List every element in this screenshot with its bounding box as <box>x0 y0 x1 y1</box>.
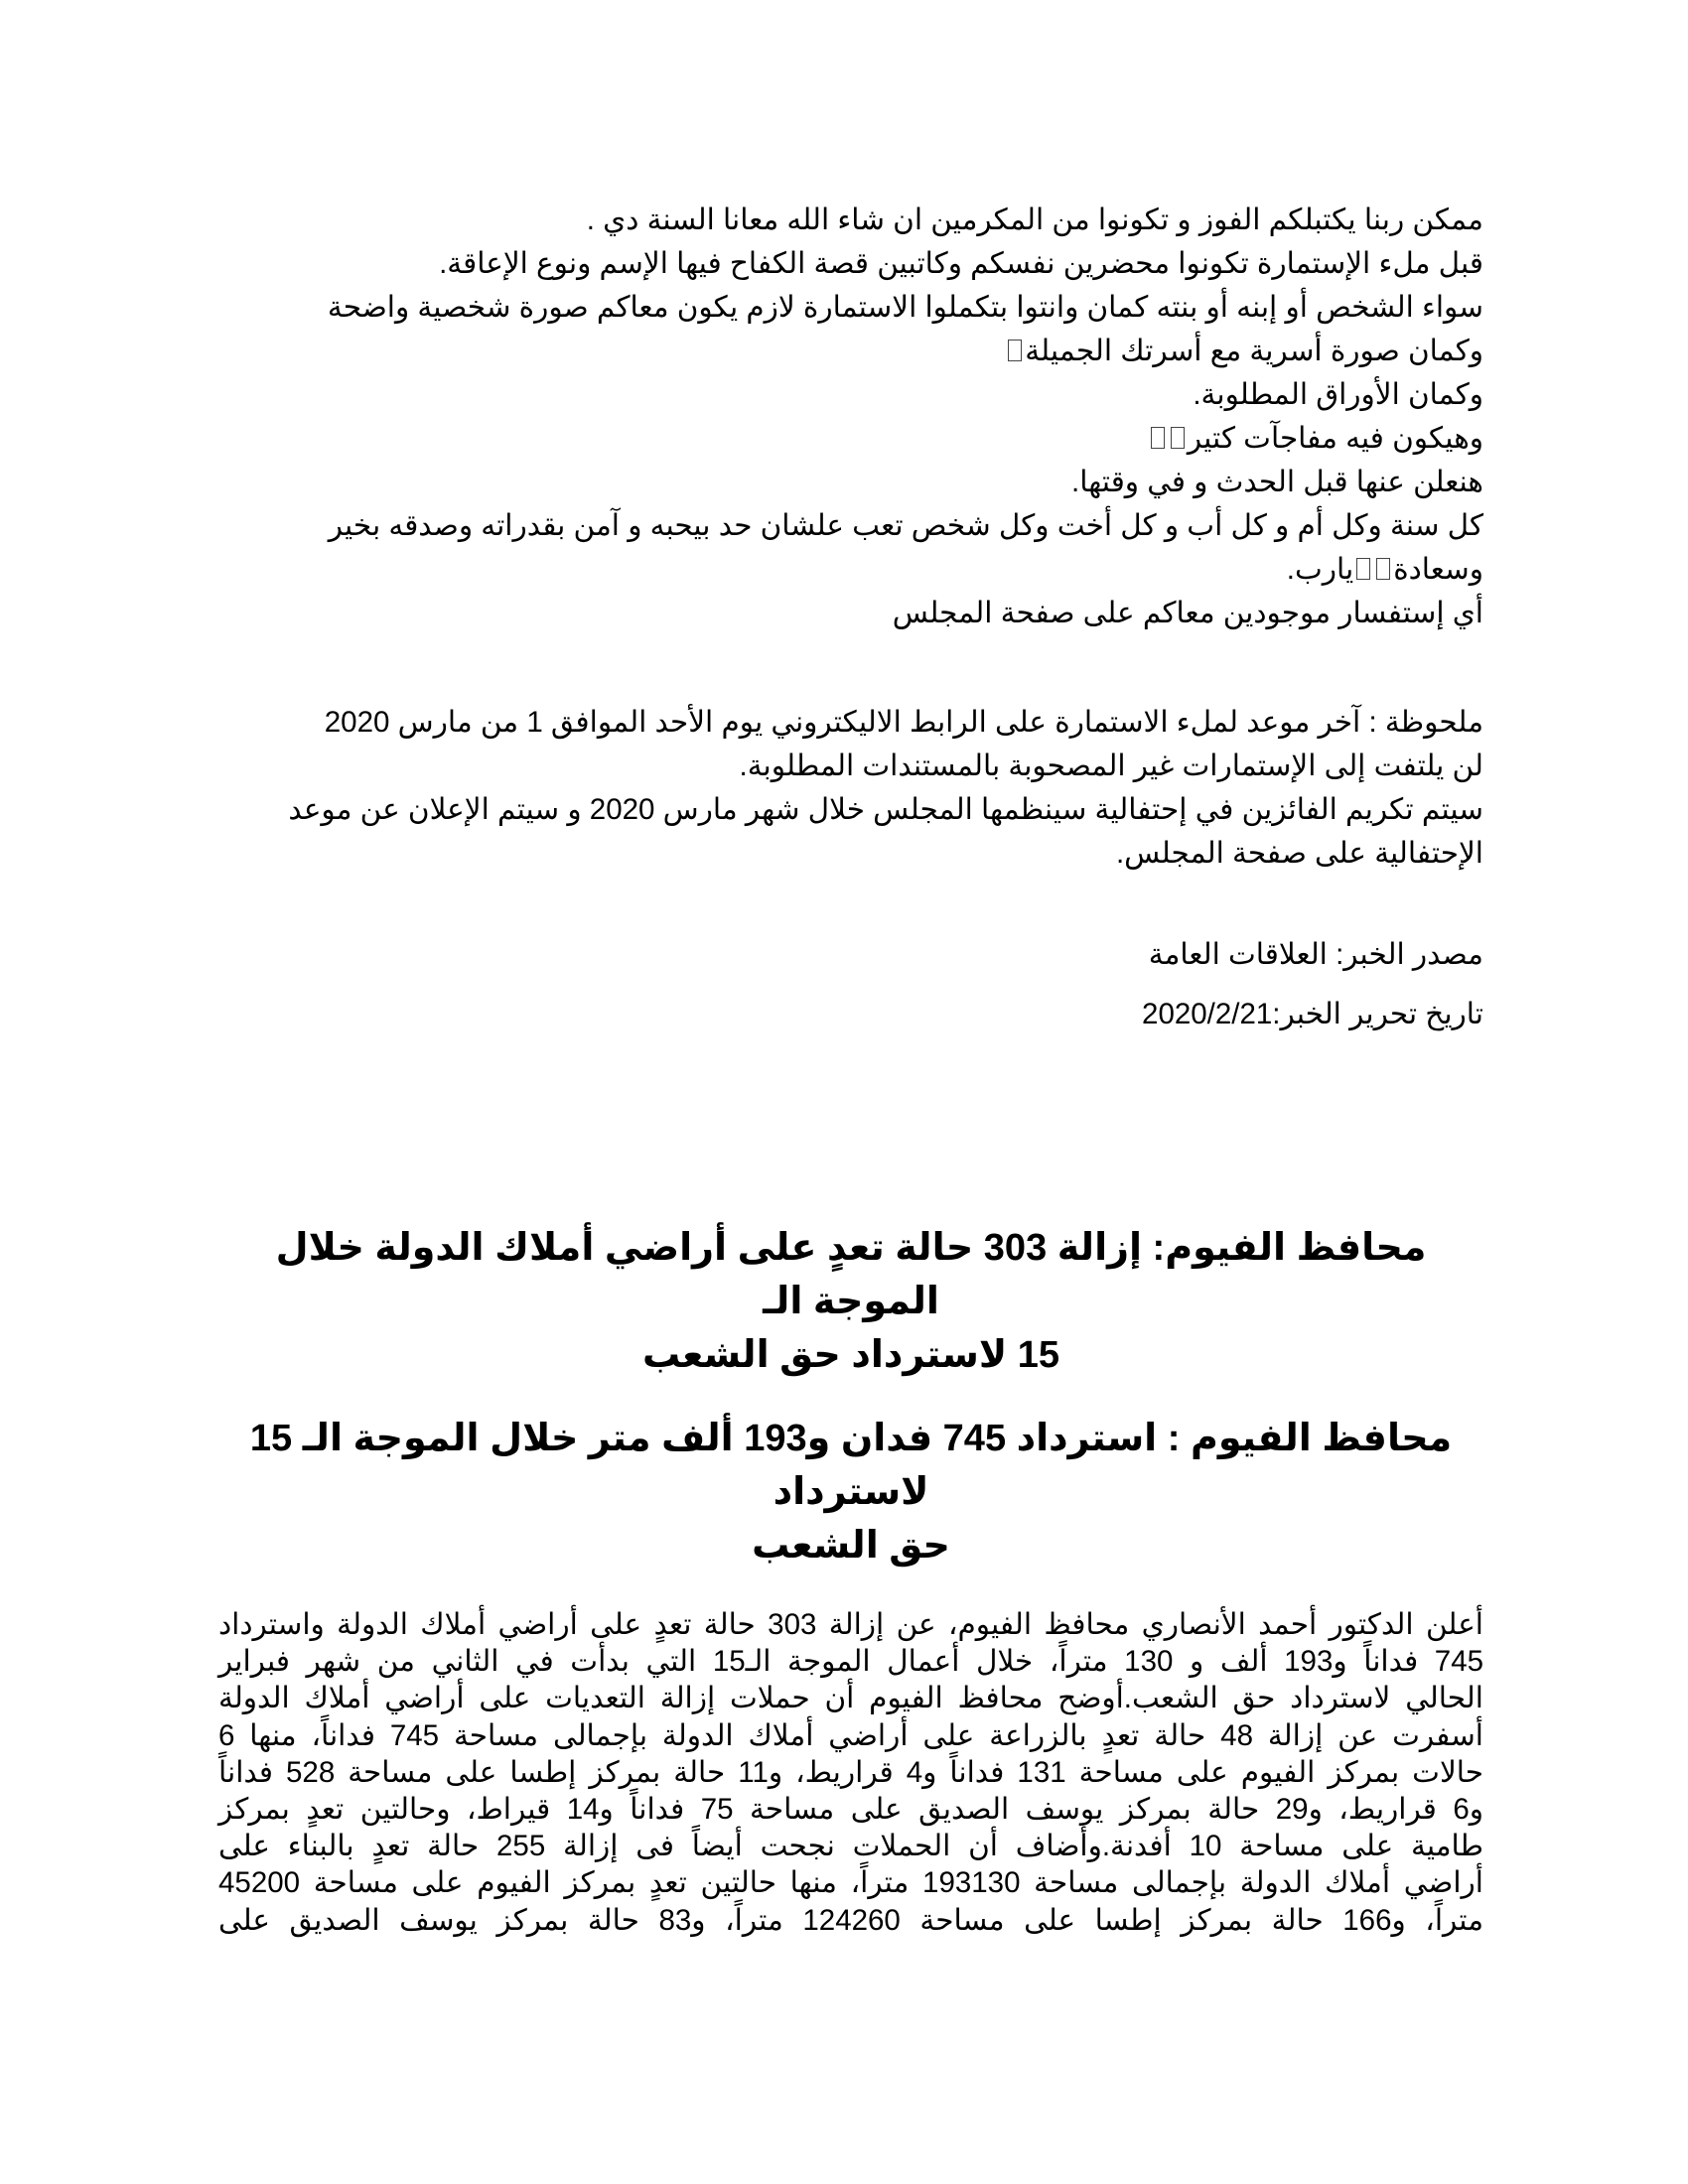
announcement-text: يارب. <box>1286 553 1354 586</box>
note-line: سيتم تكريم الفائزين في إحتفالية سينظمها المجلس خلال شهر مارس 2020 و سيتم الإعلان عن موعد <box>288 793 1483 826</box>
article-line: متراً، و166 حالة بمركز إطسا على مساحة 124260 متراً، و83 حالة بمركز يوسف الصديق على <box>218 1903 1483 1937</box>
note-block <box>218 701 1483 876</box>
missing-glyph-icon <box>1376 558 1390 580</box>
article-line: أعلن الدكتور أحمد الأنصاري محافظ الفيوم، عن إزالة 303 حالة تعدٍ على أراضي أملاك الدولة واسترداد <box>218 1608 1483 1641</box>
note-line: ملحوظة : آخر موعد لملء الاستمارة على الرابط الاليكتروني يوم الأحد الموافق 1 من مارس 2020 <box>324 706 1483 739</box>
missing-glyph-icon <box>1008 340 1022 361</box>
announcement-text: وكمان صورة أسرية مع أسرتك الجميلة <box>1025 335 1483 367</box>
article-line: و6 قراريط، و29 حالة بمركز يوسف الصديق على مساحة 75 فداناً و14 قيراط، وحالتين تعدٍ بمركز <box>218 1793 1483 1827</box>
headline-primary <box>218 1221 1483 1382</box>
article-body <box>218 1606 1483 1939</box>
missing-glyph-icon <box>1356 558 1370 580</box>
article-line: 745 فداناً و193 ألف و 130 متراً، خلال أعمال الموجة الـ15 التي بدأت في الثاني من شهر فبراير <box>218 1645 1484 1679</box>
missing-glyph-icon <box>1151 427 1165 449</box>
headline-line: محافظ الفيوم: إزالة 303 حالة تعدٍ على أراضي أملاك الدولة خلال الموجة الـ <box>275 1227 1427 1322</box>
headline-secondary <box>218 1412 1483 1572</box>
announcement-block <box>218 199 1483 635</box>
article-line: حالات بمركز الفيوم على مساحة 131 فداناً و4 قراريط، و11 حالة بمركز إطسا على مساحة 528 فداناً <box>218 1755 1483 1789</box>
news-source: مصدر الخبر: العلاقات العامة <box>1148 938 1483 971</box>
announcement-line: كل سنة وكل أم و كل أب و كل أخت وكل شخص تعب علشان حد بيحبه و آمن بقدراته وصدقه بخير <box>328 509 1483 542</box>
announcement-line: أي إستفسار موجودين معاكم على صفحة المجلس <box>892 597 1483 629</box>
article-line: الحالي لاسترداد حق الشعب.أوضح محافظ الفيوم أن حملات إزالة التعديات على أراضي أملاك الدولة <box>218 1682 1483 1715</box>
announcement-line <box>218 417 1483 461</box>
announcement-line: قبل ملء الإستمارة تكونوا محضرين نفسكم وكاتبين قصة الكفاح فيها الإسم ونوع الإعاقة. <box>439 247 1483 280</box>
headline-line: حق الشعب <box>752 1525 950 1567</box>
article-line: أسفرت عن إزالة 48 حالة تعدٍ بالزراعة على أراضي أملاك الدولة بإجمالى مساحة 745 فداناً، منها 6 <box>218 1718 1483 1752</box>
announcement-line: وكمان الأوراق المطلوبة. <box>1193 378 1483 411</box>
news-date: تاريخ تحرير الخبر:2020/2/21 <box>1142 998 1483 1030</box>
announcement-line <box>218 548 1483 592</box>
announcement-line: هنعلن عنها قبل الحدث و في وقتها. <box>1071 466 1483 498</box>
note-line: الإحتفالية على صفحة المجلس. <box>1115 837 1483 870</box>
announcement-text: وسعادة <box>1393 553 1483 586</box>
announcement-line <box>218 330 1483 373</box>
announcement-line: سواء الشخص أو إبنه أو بنته كمان وانتوا بتكملوا الاستمارة لازم يكون معاكم صورة شخصية واضحة <box>327 291 1483 324</box>
article-line: طامية على مساحة 10 أفدنة.وأضاف أن الحملات نجحت أيضاً فى إزالة 255 حالة تعدٍ بالبناء على <box>218 1830 1483 1863</box>
announcement-text: وهيكون فيه مفاجآت كتير <box>1187 422 1483 455</box>
headline-line: 15 لاسترداد حق الشعب <box>641 1334 1060 1376</box>
headline-line: محافظ الفيوم : استرداد 745 فدان و193 ألف متر خلال الموجة الـ 15 لاسترداد <box>249 1418 1453 1513</box>
note-line: لن يلتفت إلى الإستمارات غير المصحوبة بالمستندات المطلوبة. <box>739 750 1483 782</box>
announcement-line: ممكن ربنا يكتبلكم الفوز و تكونوا من المكرمين ان شاء الله معانا السنة دي . <box>586 204 1483 236</box>
missing-glyph-icon <box>1171 427 1185 449</box>
article-line: أراضي أملاك الدولة بإجمالى مساحة 193130 متراً، منها حالتين تعدٍ بمركز الفيوم على مساحة 45200 <box>218 1866 1483 1900</box>
document-page <box>218 199 1483 1939</box>
